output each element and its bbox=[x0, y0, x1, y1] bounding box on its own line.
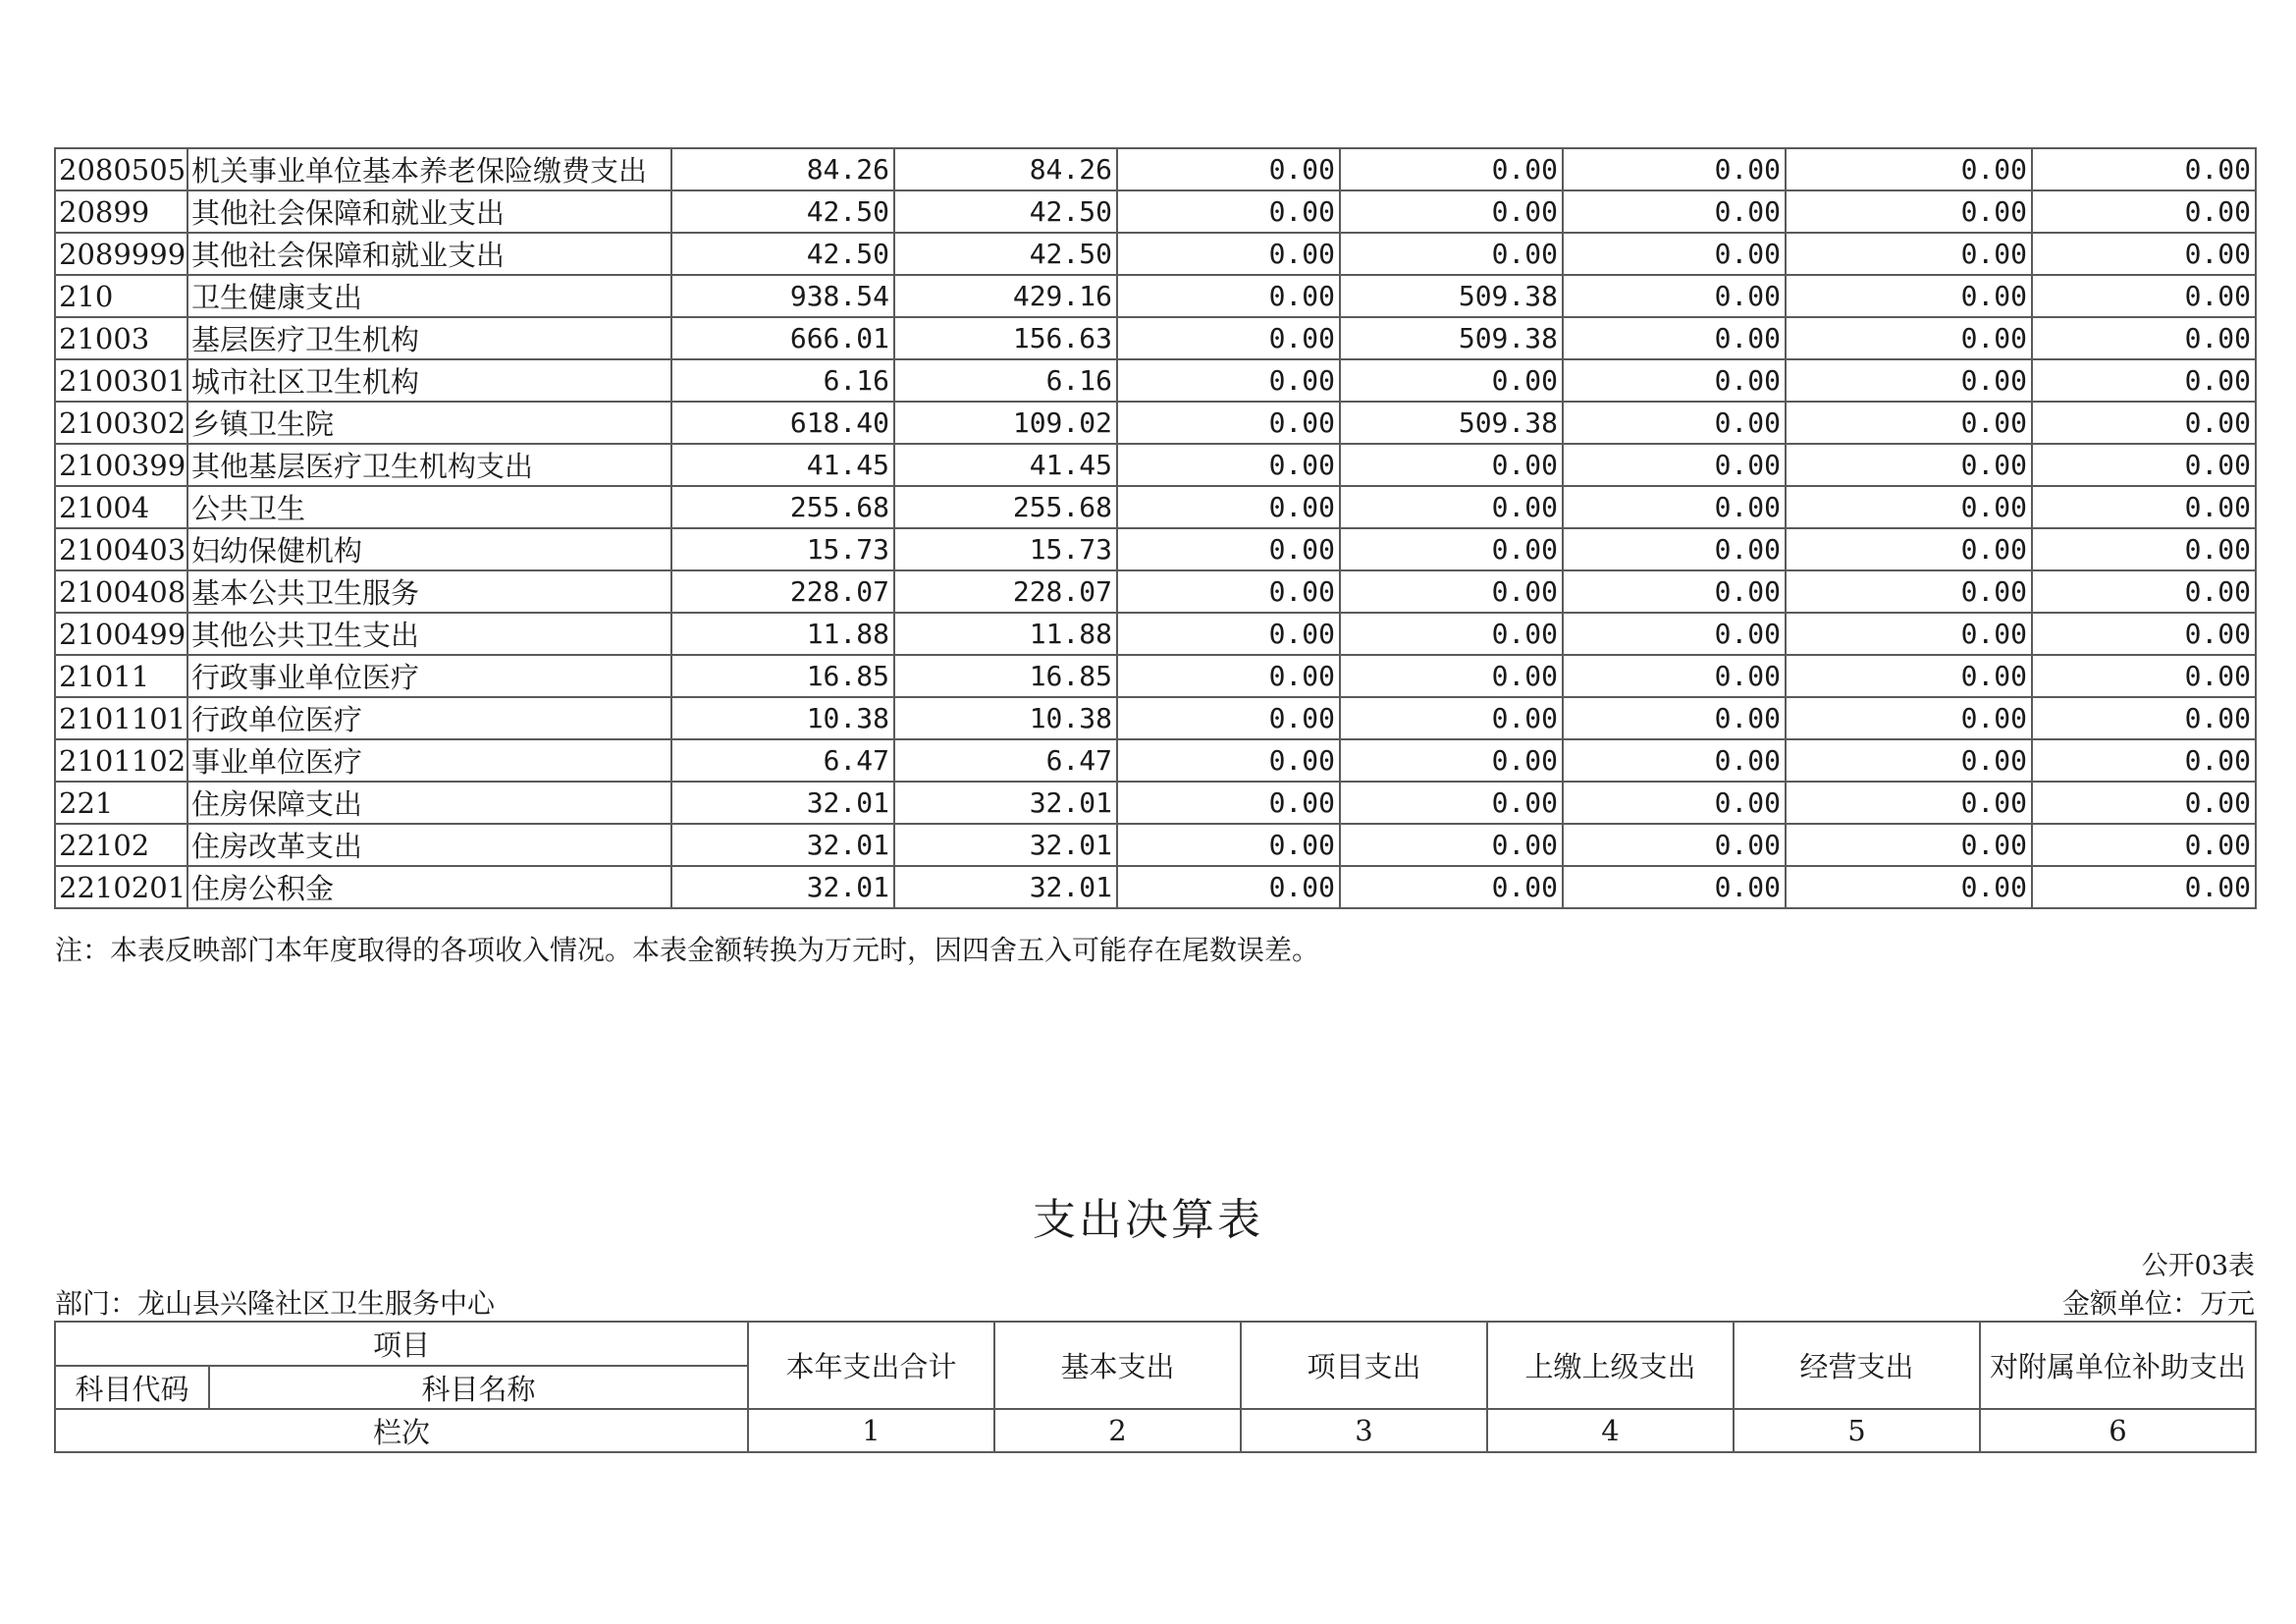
amount-cell: 10.38 bbox=[894, 697, 1117, 739]
amount-cell: 0.00 bbox=[1117, 824, 1340, 866]
amount-cell: 109.02 bbox=[894, 402, 1117, 444]
amount-cell: 6.16 bbox=[894, 359, 1117, 402]
amount-cell: 0.00 bbox=[1117, 782, 1340, 824]
amount-cell: 0.00 bbox=[1563, 233, 1786, 275]
amount-cell: 0.00 bbox=[1563, 190, 1786, 233]
amount-cell: 228.07 bbox=[894, 570, 1117, 613]
amount-cell: 0.00 bbox=[1340, 613, 1563, 655]
subject-name-cell: 行政事业单位医疗 bbox=[187, 655, 671, 697]
table-row bbox=[55, 866, 2256, 908]
subject-code-cell: 22102 bbox=[55, 824, 187, 866]
header-col-subsidy: 对附属单位补助支出 bbox=[1980, 1322, 2256, 1409]
amount-cell: 156.63 bbox=[894, 317, 1117, 359]
amount-cell: 0.00 bbox=[1786, 613, 2032, 655]
amount-cell: 0.00 bbox=[2032, 402, 2256, 444]
amount-cell: 0.00 bbox=[1117, 486, 1340, 528]
amount-cell: 0.00 bbox=[2032, 655, 2256, 697]
unit-label: 金额单位：万元 bbox=[2061, 1287, 2255, 1320]
table-row bbox=[55, 444, 2256, 486]
amount-cell: 0.00 bbox=[1786, 486, 2032, 528]
amount-cell: 0.00 bbox=[1117, 528, 1340, 570]
amount-cell: 0.00 bbox=[1117, 233, 1340, 275]
amount-cell: 0.00 bbox=[1786, 824, 2032, 866]
amount-cell: 0.00 bbox=[1563, 275, 1786, 317]
subject-code-cell: 2210201 bbox=[55, 866, 187, 908]
amount-cell: 0.00 bbox=[1340, 148, 1563, 190]
amount-cell: 0.00 bbox=[2032, 782, 2256, 824]
column-number: 4 bbox=[1487, 1409, 1734, 1452]
subject-name-cell: 其他基层医疗卫生机构支出 bbox=[187, 444, 671, 486]
subject-code-cell: 221 bbox=[55, 782, 187, 824]
column-number: 5 bbox=[1734, 1409, 1980, 1452]
amount-cell: 0.00 bbox=[1563, 486, 1786, 528]
header-item: 项目 bbox=[55, 1322, 748, 1366]
amount-cell: 0.00 bbox=[1786, 402, 2032, 444]
table-row bbox=[55, 402, 2256, 444]
amount-cell: 666.01 bbox=[671, 317, 894, 359]
header-col-basic: 基本支出 bbox=[994, 1322, 1241, 1409]
subject-name-cell: 机关事业单位基本养老保险缴费支出 bbox=[187, 148, 671, 190]
amount-cell: 0.00 bbox=[1563, 148, 1786, 190]
subject-code-cell: 2080505 bbox=[55, 148, 187, 190]
subject-code-cell: 2100499 bbox=[55, 613, 187, 655]
column-number: 6 bbox=[1980, 1409, 2256, 1452]
amount-cell: 0.00 bbox=[1117, 148, 1340, 190]
amount-cell: 0.00 bbox=[2032, 739, 2256, 782]
amount-cell: 618.40 bbox=[671, 402, 894, 444]
income-table bbox=[54, 147, 2257, 909]
header-row-item bbox=[55, 1322, 2256, 1366]
amount-cell: 0.00 bbox=[1117, 613, 1340, 655]
table-row bbox=[55, 233, 2256, 275]
amount-cell: 0.00 bbox=[1563, 528, 1786, 570]
amount-cell: 0.00 bbox=[1340, 655, 1563, 697]
table-row bbox=[55, 697, 2256, 739]
amount-cell: 0.00 bbox=[1340, 486, 1563, 528]
amount-cell: 0.00 bbox=[1117, 317, 1340, 359]
subject-name-cell: 乡镇卫生院 bbox=[187, 402, 671, 444]
subject-name-cell: 行政单位医疗 bbox=[187, 697, 671, 739]
amount-cell: 0.00 bbox=[1786, 782, 2032, 824]
table-row bbox=[55, 275, 2256, 317]
amount-cell: 16.85 bbox=[671, 655, 894, 697]
header-col-remit: 上缴上级支出 bbox=[1487, 1322, 1734, 1409]
table-note: 注：本表反映部门本年度取得的各项收入情况。本表金额转换为万元时，因四舍五入可能存在尾数误差。 bbox=[55, 934, 1320, 966]
amount-cell: 0.00 bbox=[1563, 317, 1786, 359]
amount-cell: 11.88 bbox=[894, 613, 1117, 655]
header-subject-name: 科目名称 bbox=[209, 1366, 748, 1409]
table-row bbox=[55, 782, 2256, 824]
subject-code-cell: 20899 bbox=[55, 190, 187, 233]
amount-cell: 0.00 bbox=[2032, 190, 2256, 233]
amount-cell: 509.38 bbox=[1340, 317, 1563, 359]
amount-cell: 0.00 bbox=[1786, 190, 2032, 233]
amount-cell: 0.00 bbox=[1117, 697, 1340, 739]
subject-code-cell: 2101101 bbox=[55, 697, 187, 739]
amount-cell: 32.01 bbox=[894, 824, 1117, 866]
amount-cell: 0.00 bbox=[1563, 359, 1786, 402]
amount-cell: 42.50 bbox=[671, 190, 894, 233]
amount-cell: 0.00 bbox=[1340, 528, 1563, 570]
subject-name-cell: 住房保障支出 bbox=[187, 782, 671, 824]
amount-cell: 0.00 bbox=[1117, 444, 1340, 486]
amount-cell: 0.00 bbox=[1340, 359, 1563, 402]
amount-cell: 0.00 bbox=[1563, 402, 1786, 444]
amount-cell: 0.00 bbox=[1563, 866, 1786, 908]
header-col-project: 项目支出 bbox=[1241, 1322, 1487, 1409]
column-number: 3 bbox=[1241, 1409, 1487, 1452]
subject-code-cell: 2100399 bbox=[55, 444, 187, 486]
subject-name-cell: 其他社会保障和就业支出 bbox=[187, 233, 671, 275]
table-row bbox=[55, 655, 2256, 697]
amount-cell: 0.00 bbox=[2032, 444, 2256, 486]
amount-cell: 0.00 bbox=[1340, 782, 1563, 824]
table-row bbox=[55, 613, 2256, 655]
table-row bbox=[55, 317, 2256, 359]
header-row-index bbox=[55, 1409, 2256, 1452]
amount-cell: 0.00 bbox=[1786, 148, 2032, 190]
subject-code-cell: 2100301 bbox=[55, 359, 187, 402]
form-number: 公开03表 bbox=[2141, 1251, 2255, 1281]
amount-cell: 0.00 bbox=[2032, 570, 2256, 613]
amount-cell: 84.26 bbox=[894, 148, 1117, 190]
subject-name-cell: 基层医疗卫生机构 bbox=[187, 317, 671, 359]
amount-cell: 32.01 bbox=[894, 866, 1117, 908]
subject-name-cell: 城市社区卫生机构 bbox=[187, 359, 671, 402]
subject-name-cell: 住房公积金 bbox=[187, 866, 671, 908]
subject-code-cell: 2100302 bbox=[55, 402, 187, 444]
subject-name-cell: 其他社会保障和就业支出 bbox=[187, 190, 671, 233]
amount-cell: 0.00 bbox=[2032, 275, 2256, 317]
amount-cell: 42.50 bbox=[894, 233, 1117, 275]
amount-cell: 0.00 bbox=[2032, 317, 2256, 359]
column-number: 2 bbox=[994, 1409, 1241, 1452]
amount-cell: 0.00 bbox=[1340, 444, 1563, 486]
table-row bbox=[55, 359, 2256, 402]
amount-cell: 0.00 bbox=[1786, 444, 2032, 486]
subject-name-cell: 住房改革支出 bbox=[187, 824, 671, 866]
amount-cell: 42.50 bbox=[671, 233, 894, 275]
amount-cell: 41.45 bbox=[671, 444, 894, 486]
amount-cell: 0.00 bbox=[1786, 275, 2032, 317]
subject-name-cell: 卫生健康支出 bbox=[187, 275, 671, 317]
amount-cell: 0.00 bbox=[1117, 402, 1340, 444]
amount-cell: 0.00 bbox=[1117, 359, 1340, 402]
amount-cell: 16.85 bbox=[894, 655, 1117, 697]
amount-cell: 0.00 bbox=[1340, 697, 1563, 739]
subject-name-cell: 事业单位医疗 bbox=[187, 739, 671, 782]
amount-cell: 0.00 bbox=[1563, 782, 1786, 824]
amount-cell: 0.00 bbox=[1117, 866, 1340, 908]
amount-cell: 84.26 bbox=[671, 148, 894, 190]
amount-cell: 0.00 bbox=[1563, 570, 1786, 613]
amount-cell: 11.88 bbox=[671, 613, 894, 655]
amount-cell: 0.00 bbox=[2032, 148, 2256, 190]
amount-cell: 0.00 bbox=[1340, 233, 1563, 275]
amount-cell: 6.47 bbox=[671, 739, 894, 782]
amount-cell: 0.00 bbox=[1117, 739, 1340, 782]
subject-code-cell: 2101102 bbox=[55, 739, 187, 782]
amount-cell: 0.00 bbox=[1786, 866, 2032, 908]
table-row bbox=[55, 190, 2256, 233]
amount-cell: 32.01 bbox=[894, 782, 1117, 824]
amount-cell: 0.00 bbox=[1563, 444, 1786, 486]
subject-name-cell: 其他公共卫生支出 bbox=[187, 613, 671, 655]
amount-cell: 509.38 bbox=[1340, 402, 1563, 444]
amount-cell: 0.00 bbox=[1117, 190, 1340, 233]
amount-cell: 32.01 bbox=[671, 824, 894, 866]
amount-cell: 0.00 bbox=[1117, 655, 1340, 697]
amount-cell: 0.00 bbox=[1563, 739, 1786, 782]
subject-code-cell: 21003 bbox=[55, 317, 187, 359]
amount-cell: 32.01 bbox=[671, 782, 894, 824]
amount-cell: 429.16 bbox=[894, 275, 1117, 317]
amount-cell: 0.00 bbox=[1786, 359, 2032, 402]
amount-cell: 0.00 bbox=[2032, 697, 2256, 739]
page-title: 支出决算表 bbox=[1033, 1195, 1263, 1245]
amount-cell: 0.00 bbox=[1340, 866, 1563, 908]
amount-cell: 255.68 bbox=[671, 486, 894, 528]
amount-cell: 0.00 bbox=[1563, 613, 1786, 655]
subject-code-cell: 2100403 bbox=[55, 528, 187, 570]
amount-cell: 0.00 bbox=[1563, 824, 1786, 866]
amount-cell: 0.00 bbox=[1563, 655, 1786, 697]
amount-cell: 0.00 bbox=[2032, 824, 2256, 866]
header-row-label: 栏次 bbox=[55, 1409, 748, 1452]
table-row bbox=[55, 486, 2256, 528]
header-subject-code: 科目代码 bbox=[55, 1366, 209, 1409]
table-row bbox=[55, 570, 2256, 613]
amount-cell: 0.00 bbox=[1786, 233, 2032, 275]
table-row bbox=[55, 148, 2256, 190]
amount-cell: 6.16 bbox=[671, 359, 894, 402]
amount-cell: 0.00 bbox=[1786, 739, 2032, 782]
subject-name-cell: 妇幼保健机构 bbox=[187, 528, 671, 570]
amount-cell: 15.73 bbox=[894, 528, 1117, 570]
amount-cell: 228.07 bbox=[671, 570, 894, 613]
header-col-business: 经营支出 bbox=[1734, 1322, 1980, 1409]
amount-cell: 0.00 bbox=[1340, 190, 1563, 233]
amount-cell: 0.00 bbox=[2032, 613, 2256, 655]
amount-cell: 0.00 bbox=[1117, 275, 1340, 317]
amount-cell: 0.00 bbox=[2032, 528, 2256, 570]
subject-code-cell: 210 bbox=[55, 275, 187, 317]
amount-cell: 42.50 bbox=[894, 190, 1117, 233]
amount-cell: 0.00 bbox=[2032, 359, 2256, 402]
income-table-body bbox=[55, 148, 2256, 908]
expenditure-table-header bbox=[54, 1321, 2257, 1453]
subject-code-cell: 21011 bbox=[55, 655, 187, 697]
amount-cell: 10.38 bbox=[671, 697, 894, 739]
subject-code-cell: 2100408 bbox=[55, 570, 187, 613]
subject-name-cell: 基本公共卫生服务 bbox=[187, 570, 671, 613]
subject-name-cell: 公共卫生 bbox=[187, 486, 671, 528]
amount-cell: 0.00 bbox=[1563, 697, 1786, 739]
table-row bbox=[55, 528, 2256, 570]
amount-cell: 0.00 bbox=[1340, 739, 1563, 782]
amount-cell: 0.00 bbox=[1340, 570, 1563, 613]
amount-cell: 6.47 bbox=[894, 739, 1117, 782]
amount-cell: 0.00 bbox=[1786, 570, 2032, 613]
department-label: 部门：龙山县兴隆社区卫生服务中心 bbox=[55, 1287, 496, 1320]
amount-cell: 32.01 bbox=[671, 866, 894, 908]
amount-cell: 0.00 bbox=[1786, 317, 2032, 359]
subject-code-cell: 2089999 bbox=[55, 233, 187, 275]
header-col-total: 本年支出合计 bbox=[748, 1322, 994, 1409]
table-row bbox=[55, 824, 2256, 866]
column-number: 1 bbox=[748, 1409, 994, 1452]
amount-cell: 0.00 bbox=[1786, 655, 2032, 697]
amount-cell: 255.68 bbox=[894, 486, 1117, 528]
amount-cell: 0.00 bbox=[1786, 697, 2032, 739]
amount-cell: 15.73 bbox=[671, 528, 894, 570]
amount-cell: 0.00 bbox=[2032, 866, 2256, 908]
amount-cell: 0.00 bbox=[1117, 570, 1340, 613]
amount-cell: 0.00 bbox=[2032, 486, 2256, 528]
amount-cell: 0.00 bbox=[1786, 528, 2032, 570]
amount-cell: 938.54 bbox=[671, 275, 894, 317]
amount-cell: 509.38 bbox=[1340, 275, 1563, 317]
amount-cell: 0.00 bbox=[1340, 824, 1563, 866]
amount-cell: 0.00 bbox=[2032, 233, 2256, 275]
subject-code-cell: 21004 bbox=[55, 486, 187, 528]
table-row bbox=[55, 739, 2256, 782]
amount-cell: 41.45 bbox=[894, 444, 1117, 486]
